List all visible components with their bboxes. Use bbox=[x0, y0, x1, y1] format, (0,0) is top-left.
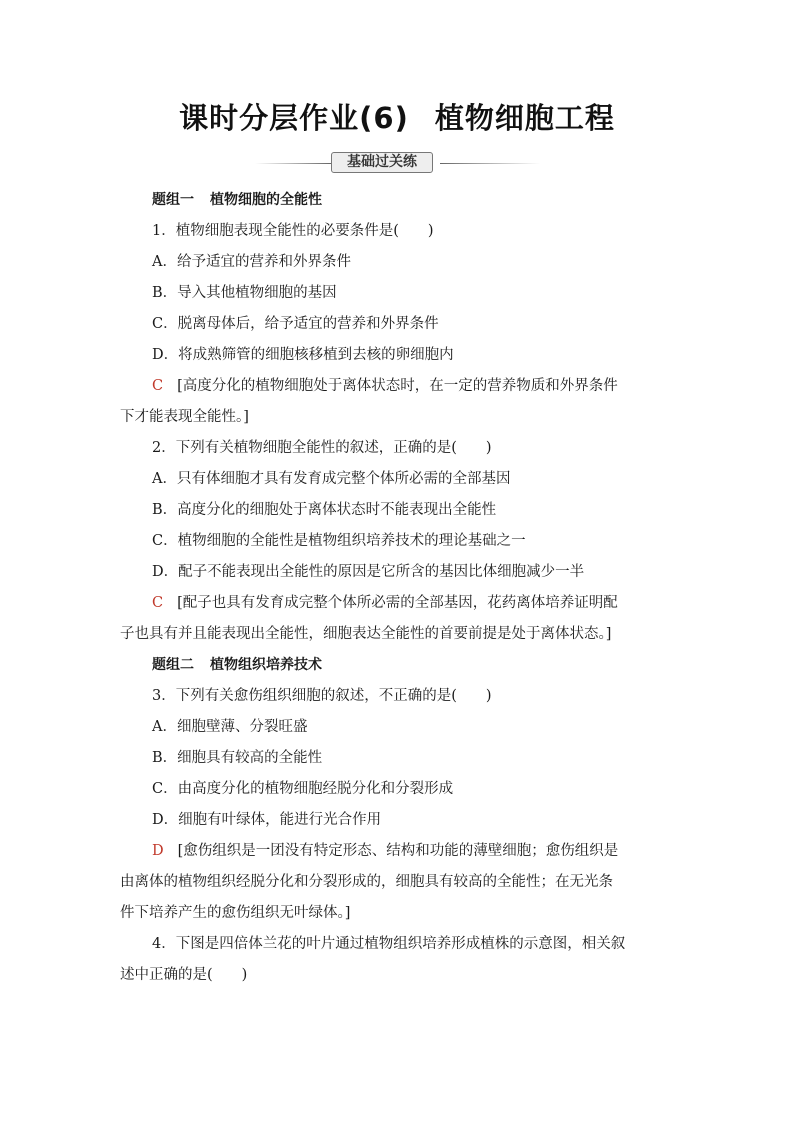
answer-letter: D bbox=[152, 843, 164, 859]
title-right: 植物细胞工程 bbox=[434, 101, 615, 135]
explanation-continued: 由离体的植物组织经脱分化和分裂形成的，细胞具有较高的全能性；在无光条 bbox=[120, 874, 613, 890]
option-3c: C．由高度分化的植物细胞经脱分化和分裂形成 bbox=[152, 781, 454, 797]
question-stem-2: 2．下列有关植物细胞全能性的叙述，正确的是( ) bbox=[152, 440, 492, 456]
option-3b: B．细胞具有较高的全能性 bbox=[152, 750, 323, 766]
answer-explanation-2 bbox=[120, 588, 680, 619]
answer-letter: C bbox=[152, 378, 164, 394]
group-title: 植物细胞的全能性 bbox=[210, 192, 322, 208]
banner-rule-left bbox=[255, 163, 331, 164]
option-1b: B．导入其他植物细胞的基因 bbox=[152, 285, 337, 301]
option-1c: C．脱离母体后，给予适宜的营养和外界条件 bbox=[152, 316, 439, 332]
page-title bbox=[0, 96, 794, 137]
section-banner bbox=[255, 150, 540, 176]
group-label: 题组一 bbox=[152, 192, 194, 208]
option-2b: B．高度分化的细胞处于离体状态时不能表现出全能性 bbox=[152, 502, 497, 518]
explanation-continued: 子也具有并且能表现出全能性，细胞表达全能性的首要前提是处于离体状态。] bbox=[120, 626, 612, 642]
option-2d: D．配子不能表现出全能性的原因是它所含的基因比体细胞减少一半 bbox=[152, 564, 585, 580]
explanation-continued: 件下培养产生的愈伤组织无叶绿体。] bbox=[120, 905, 351, 921]
question-stem-4: 4．下图是四倍体兰花的叶片通过植物组织培养形成植株的示意图，相关叙 bbox=[152, 936, 626, 952]
explanation-text: [愈伤组织是一团没有特定形态、结构和功能的薄壁细胞；愈伤组织是 bbox=[177, 843, 619, 859]
question-stem-4-continued: 述中正确的是( ) bbox=[120, 967, 248, 983]
banner-label: 基础过关练 bbox=[331, 152, 433, 173]
worksheet-body bbox=[120, 185, 680, 991]
explanation-text: [高度分化的植物细胞处于离体状态时，在一定的营养物质和外界条件 bbox=[177, 378, 618, 394]
group-heading-2 bbox=[120, 650, 680, 681]
explanation-text: [配子也具有发育成完整个体所必需的全部基因，花药离体培养证明配 bbox=[177, 595, 618, 611]
option-2c: C．植物细胞的全能性是植物组织培养技术的理论基础之一 bbox=[152, 533, 526, 549]
answer-explanation-3 bbox=[120, 836, 680, 867]
option-2a: A．只有体细胞才具有发育成完整个体所必需的全部基因 bbox=[152, 471, 511, 487]
group-label: 题组二 bbox=[152, 657, 194, 673]
question-stem-1: 1．植物细胞表现全能性的必要条件是( ) bbox=[152, 223, 434, 239]
option-3a: A．细胞壁薄、分裂旺盛 bbox=[152, 719, 308, 735]
answer-explanation-1 bbox=[120, 371, 680, 402]
question-stem-3: 3．下列有关愈伤组织细胞的叙述，不正确的是( ) bbox=[152, 688, 492, 704]
answer-letter: C bbox=[152, 595, 164, 611]
option-3d: D．细胞有叶绿体，能进行光合作用 bbox=[152, 812, 382, 828]
option-1d: D．将成熟筛管的细胞核移植到去核的卵细胞内 bbox=[152, 347, 454, 363]
title-left: 课时分层作业(6) bbox=[179, 101, 409, 135]
group-title: 植物组织培养技术 bbox=[210, 657, 322, 673]
option-1a: A．给予适宜的营养和外界条件 bbox=[152, 254, 351, 270]
banner-rule-right bbox=[440, 163, 540, 164]
group-heading-1 bbox=[120, 185, 680, 216]
explanation-continued: 下才能表现全能性。] bbox=[120, 409, 249, 425]
